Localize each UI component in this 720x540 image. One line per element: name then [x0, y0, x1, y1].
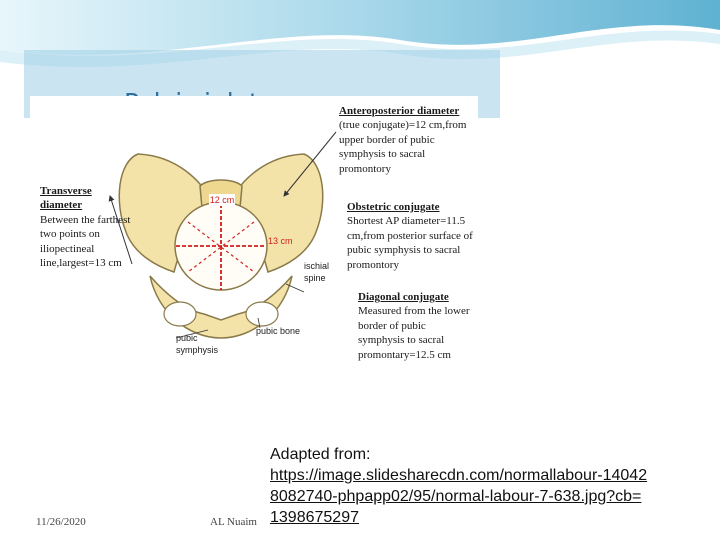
transverse-diameter-callout: [40, 184, 136, 270]
credit-label: Adapted from:: [270, 446, 371, 463]
source-url-link[interactable]: https://image.slidesharecdn.com/normallabour-140428082740-phpapp02/95/normal-labour-7-638.jpg?cb=1398675297: [270, 467, 648, 526]
diagonal-conjugate-callout: [358, 290, 470, 362]
diagonal-conjugate-text: Measured from the lower border of pubic symphysis to sacral promontary=12.5 cm: [358, 305, 470, 361]
ischial-spine-label: ischial spine: [304, 261, 330, 283]
anteroposterior-diameter-heading: Anteroposterior diameter: [339, 105, 460, 117]
pubic-bone-label: pubic bone: [256, 326, 301, 336]
source-credit: [270, 444, 650, 528]
anteroposterior-diameter-callout: [339, 104, 473, 176]
anteroposterior-diameter-text: (true conjugate)=12 cm,from upper border of pubic symphysis to sacral promontory: [339, 119, 467, 175]
footer-author: AL Nuaim: [210, 516, 257, 528]
obstetric-conjugate-callout: [347, 200, 473, 272]
footer-date: 11/26/2020: [36, 516, 86, 528]
obstetric-conjugate-heading: Obstetric conjugate: [347, 201, 440, 213]
obstetric-conjugate-text: Shortest AP diameter=11.5 cm,from posterior surface of pubic symphysis to sacral promontory: [347, 215, 473, 271]
diagonal-conjugate-heading: Diagonal conjugate: [358, 291, 449, 303]
transverse-diameter-heading: Transverse diameter: [40, 185, 92, 212]
pubic-symphysis-label: pubic symphysis: [176, 333, 219, 355]
transverse-diameter-text: Between the farthest two points on iliopectineal line,largest=13 cm: [40, 213, 131, 270]
transverse-measure-label: 13 cm: [268, 236, 293, 246]
ap-measure-label: 12 cm: [209, 195, 235, 205]
